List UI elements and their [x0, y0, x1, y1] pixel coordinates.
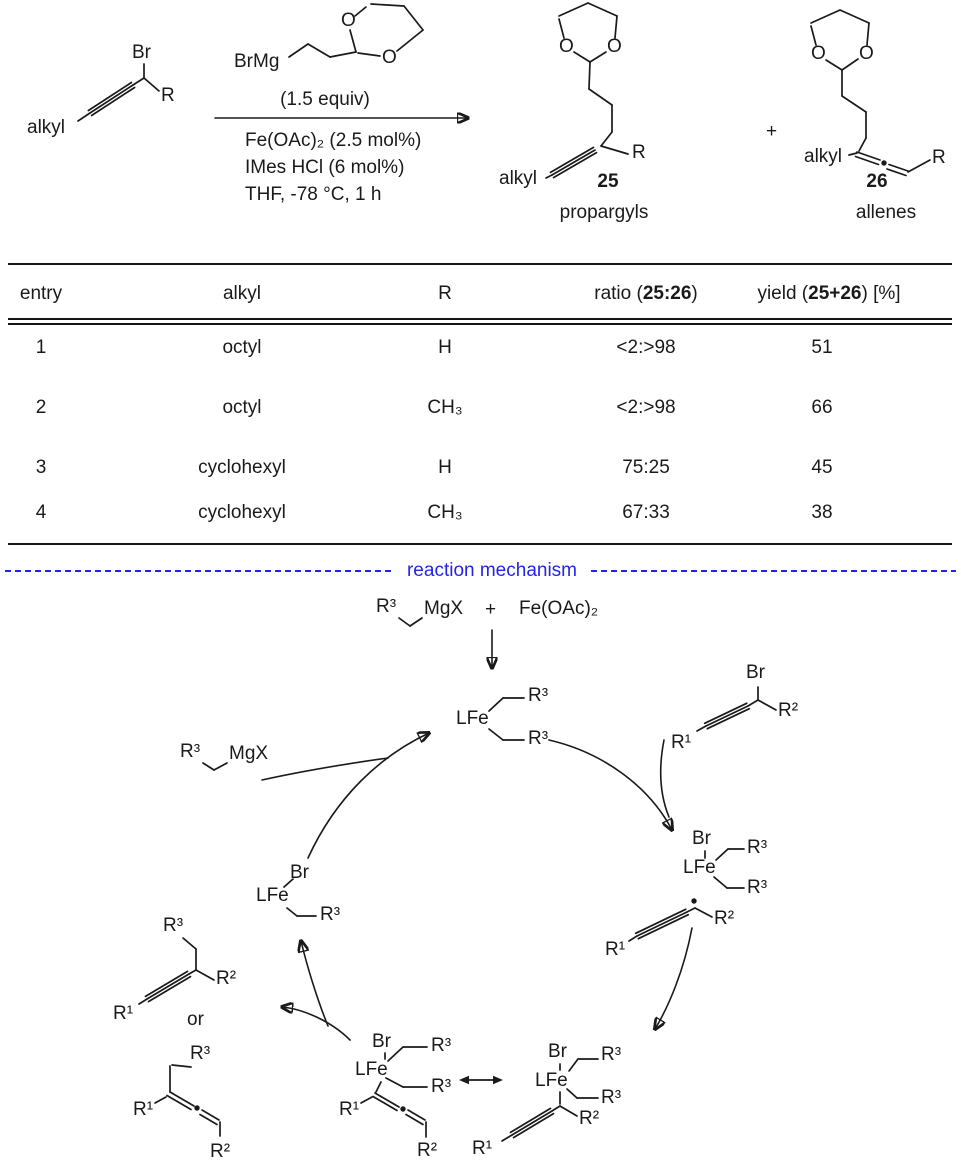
mechanism-divider-label: reaction mechanism [406, 560, 578, 581]
substrate-r-label: R [161, 85, 175, 106]
product-allene [155, 1065, 220, 1136]
r3-label: R³ [431, 1035, 452, 1056]
substrate-entry-curve [661, 740, 669, 817]
lfe-label: LFe [535, 1070, 568, 1091]
cell-alkyl: cyclohexyl [198, 502, 286, 523]
cell-entry: 4 [35, 502, 47, 523]
table-rule-header-2 [8, 323, 952, 325]
table-rule-header-1 [8, 318, 952, 320]
equation-plus-sign: + [485, 599, 497, 620]
plus-sign: + [766, 121, 778, 142]
r2-label: R² [579, 1108, 600, 1129]
iron-dialkyl-lfe-label: LFe [456, 708, 489, 729]
r3-label: R³ [601, 1044, 622, 1065]
cycle-arrow-radical-recombination [655, 928, 692, 1029]
product25-alkyl-label: alkyl [499, 168, 538, 189]
cycle-arrow-product-release [282, 1007, 350, 1040]
br-label: Br [548, 1041, 567, 1062]
br-label: Br [692, 828, 711, 849]
r3-label: R³ [747, 837, 768, 858]
product-allene-r2-label: R² [210, 1141, 231, 1162]
br-label: Br [372, 1031, 391, 1052]
substrate-br-label: Br [132, 42, 151, 63]
col-header-entry: entry [19, 283, 63, 304]
cell-ratio: <2:>98 [616, 397, 676, 418]
substrate-alkyl-label: alkyl [27, 117, 66, 138]
cell-ratio: 67:33 [622, 502, 670, 523]
r1-label: R¹ [671, 732, 692, 753]
product-propargyl-r2-label: R² [216, 968, 237, 989]
dioxane-o-label: O [607, 36, 622, 57]
cell-r: H [438, 337, 452, 358]
r1-label: R¹ [339, 1099, 360, 1120]
dioxane-o-label: O [341, 10, 356, 31]
divider-dashes-left [5, 570, 394, 572]
cell-yield: 51 [811, 337, 833, 358]
cell-yield: 45 [811, 457, 833, 478]
cycle-arrow-to-iron-bromide [301, 941, 328, 1026]
r3-label: R³ [320, 904, 341, 925]
product25-r-label: R [632, 142, 646, 163]
r1-label: R¹ [472, 1138, 493, 1159]
condition-ligand: IMes HCl (6 mol%) [245, 157, 405, 178]
cell-ratio: 75:25 [622, 457, 670, 478]
divider-dashes-right [591, 570, 956, 572]
r3-label: R³ [431, 1076, 452, 1097]
r2-label: R² [417, 1140, 438, 1161]
equiv-label: (1.5 equiv) [280, 89, 370, 110]
cell-alkyl: octyl [222, 337, 262, 358]
equation-r3-label: R³ [376, 596, 397, 617]
cell-r: H [438, 457, 452, 478]
cycle-arrow-transmetalation [308, 733, 429, 858]
cell-alkyl: octyl [222, 397, 262, 418]
cycle-arrow-oxidative-addition [549, 740, 672, 830]
cell-entry: 3 [35, 457, 47, 478]
grignard-reagent [203, 763, 227, 770]
product25-number: 25 [597, 171, 619, 192]
cell-alkyl: cyclohexyl [198, 457, 286, 478]
equation-mgx-label: MgX [424, 598, 464, 619]
col-header-yield: yield (25+26) [%] [757, 283, 901, 304]
col-header-alkyl: alkyl [222, 283, 262, 304]
product-25-structure [546, 3, 628, 178]
table-rule-top [8, 263, 952, 265]
r3-label: R³ [528, 728, 549, 749]
lfe-label: LFe [256, 885, 289, 906]
r3-label: R³ [747, 877, 768, 898]
grignard-entry-curve [262, 758, 388, 780]
cell-entry: 2 [35, 397, 47, 418]
r3-label: R³ [528, 685, 549, 706]
br-label: Br [290, 862, 309, 883]
grignard-plus-iron-equation [399, 618, 422, 626]
r1-label: R¹ [605, 939, 626, 960]
cell-yield: 66 [811, 397, 833, 418]
equation-feoac2-label: Fe(OAc)₂ [519, 598, 599, 619]
or-label: or [187, 1009, 204, 1030]
dioxane-o-label: O [382, 47, 397, 68]
product25-name: propargyls [559, 202, 649, 223]
condition-catalyst: Fe(OAc)₂ (2.5 mol%) [245, 130, 422, 151]
lfe-label: LFe [683, 857, 716, 878]
col-header-r: R [438, 283, 452, 304]
col-header-ratio: ratio (25:26) [594, 283, 698, 304]
grignard-r3-label: R³ [180, 741, 201, 762]
product-allene-r1-label: R¹ [133, 1099, 154, 1120]
condition-solvent-temp: THF, -78 °C, 1 h [245, 184, 382, 205]
product-propargyl-r1-label: R¹ [113, 1003, 134, 1024]
product26-number: 26 [866, 171, 888, 192]
propargyl-radical [629, 898, 712, 941]
grignard-brmg-label: BrMg [234, 51, 280, 72]
cell-ratio: <2:>98 [616, 337, 676, 358]
iron-bromide-alkyl-complex [284, 879, 316, 916]
product26-alkyl-label: alkyl [804, 146, 843, 167]
product26-name: allenes [855, 202, 917, 223]
product-propargyl [139, 938, 214, 1004]
cell-r: CH₃ [427, 397, 463, 418]
iron-dialkyl-complex [489, 698, 524, 740]
propargyl-bromide-substrate [697, 687, 776, 731]
grignard-reagent-structure [289, 4, 423, 57]
dioxane-o-label: O [559, 36, 574, 57]
product-allene-r3-label: R³ [190, 1043, 211, 1064]
r2-label: R² [778, 700, 799, 721]
resonance-arrow [459, 1076, 503, 1084]
dioxane-o-label: O [859, 43, 874, 64]
table-rule-bottom [8, 543, 952, 545]
lfe-label: LFe [355, 1059, 388, 1080]
r2-label: R² [714, 908, 735, 929]
r3-label: R³ [601, 1087, 622, 1108]
product-propargyl-r3-label: R³ [163, 915, 184, 936]
substrate-structure [78, 64, 159, 121]
dioxane-o-label: O [811, 43, 826, 64]
substrate-br-label: Br [746, 662, 765, 683]
product26-r-label: R [932, 147, 946, 168]
cell-entry: 1 [35, 337, 47, 358]
cell-yield: 38 [811, 502, 833, 523]
grignard-mgx-label: MgX [229, 743, 269, 764]
cell-r: CH₃ [427, 502, 463, 523]
